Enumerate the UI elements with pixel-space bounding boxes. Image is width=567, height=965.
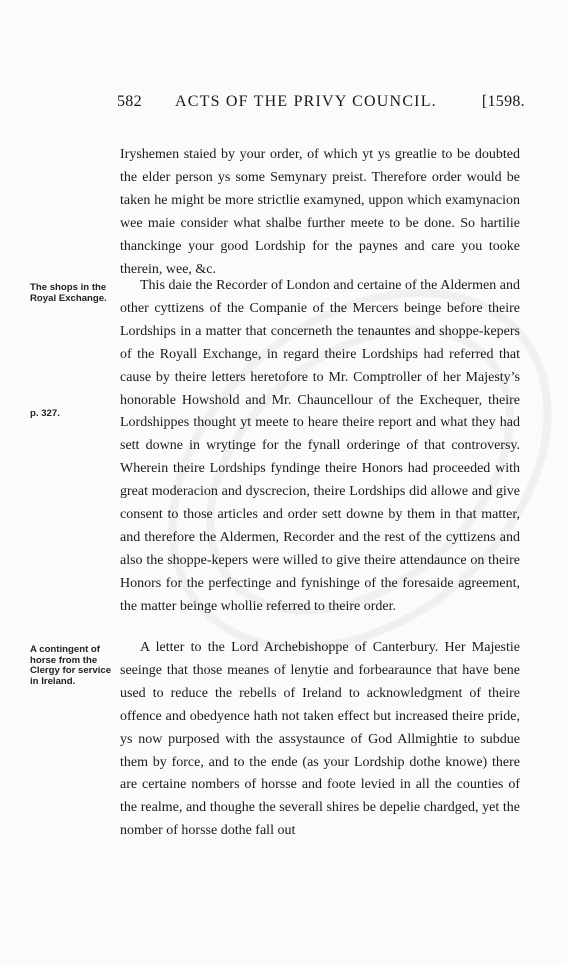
margin-note-clergy-horse: A contingent of horse from the Clergy for service in Ireland. xyxy=(30,644,112,687)
running-title: ACTS OF THE PRIVY COUNCIL. xyxy=(175,93,437,110)
paragraph-text: A letter to the Lord Archebishoppe of Canterbury. Her Majestie seeinge that those meanes of lenytie and forbearaunce that have bene used to reduce the rebells of Ireland to acknowledgment of theire offence and obedyence hath not taken effect but increased theire pride, ys now purposed with the assystaunce of God Allmightie to subdue them by force, and to the ende (as your Lordship dothe knowe) there are certaine nombers of horsse and foote levied in all the counties of the realme, and thoughe the severall shires be depelie chardged, yet the nomber of horsse dothe fall out xyxy=(120,640,520,839)
paragraph-text: This daie the Recorder of London and certaine of the Aldermen and other cyttizens of the Companie of the Mercers beinge before theire Lordships in a matter that concerneth the tenauntes and shoppe-kepers of the Royall Exchange, in regard theire Lordships had referred that cause by theire letters heretofore to Mr. Comptroller of her Majesty’s honorable Howshold and Mr. Chauncellour of the Exchequer, theire Lordshippes thought yt meete to heare theire report and what they had sett downe in wrytinge for the fynall orderinge of that controversy. Wherein theire Lordships fyndinge theire Honors had proceeded with great moderacion and dyscrecion, theire Lordships did allowe and give consent to those articles and order sett downe by them in that matter, and therefore the Aldermen, Recorder and the rest of the cyttizens and also the shoppe-kepers were willed to give theire attendaunce on theire Honors for the perfectinge and fynishinge of the foresaide agreement, the matter beinge whollie referred to theire order. xyxy=(120,278,520,614)
paragraph-canterbury-letter xyxy=(120,637,520,843)
paragraph-text: Iryshemen staied by your order, of which yt ys greatlie to be doubted the elder person ys some Semynary preist. Therefore order would be taken he might be more strictlie examyned, uppon which examynacion wee maie consider what shalbe further meete to be done. So hartilie thanckinge your good Lordship for the paynes and care you tooke therein, wee, &c. xyxy=(120,147,520,277)
running-header xyxy=(117,93,525,117)
margin-note-royal-exchange: The shops in the Royal Exchange. xyxy=(30,282,107,304)
margin-note-page-ref: p. 327. xyxy=(30,408,60,419)
paragraph-letter-continuation xyxy=(120,144,520,281)
header-year: [1598. xyxy=(481,93,525,110)
page-number: 582 xyxy=(117,93,142,110)
paragraph-royal-exchange xyxy=(120,275,520,619)
